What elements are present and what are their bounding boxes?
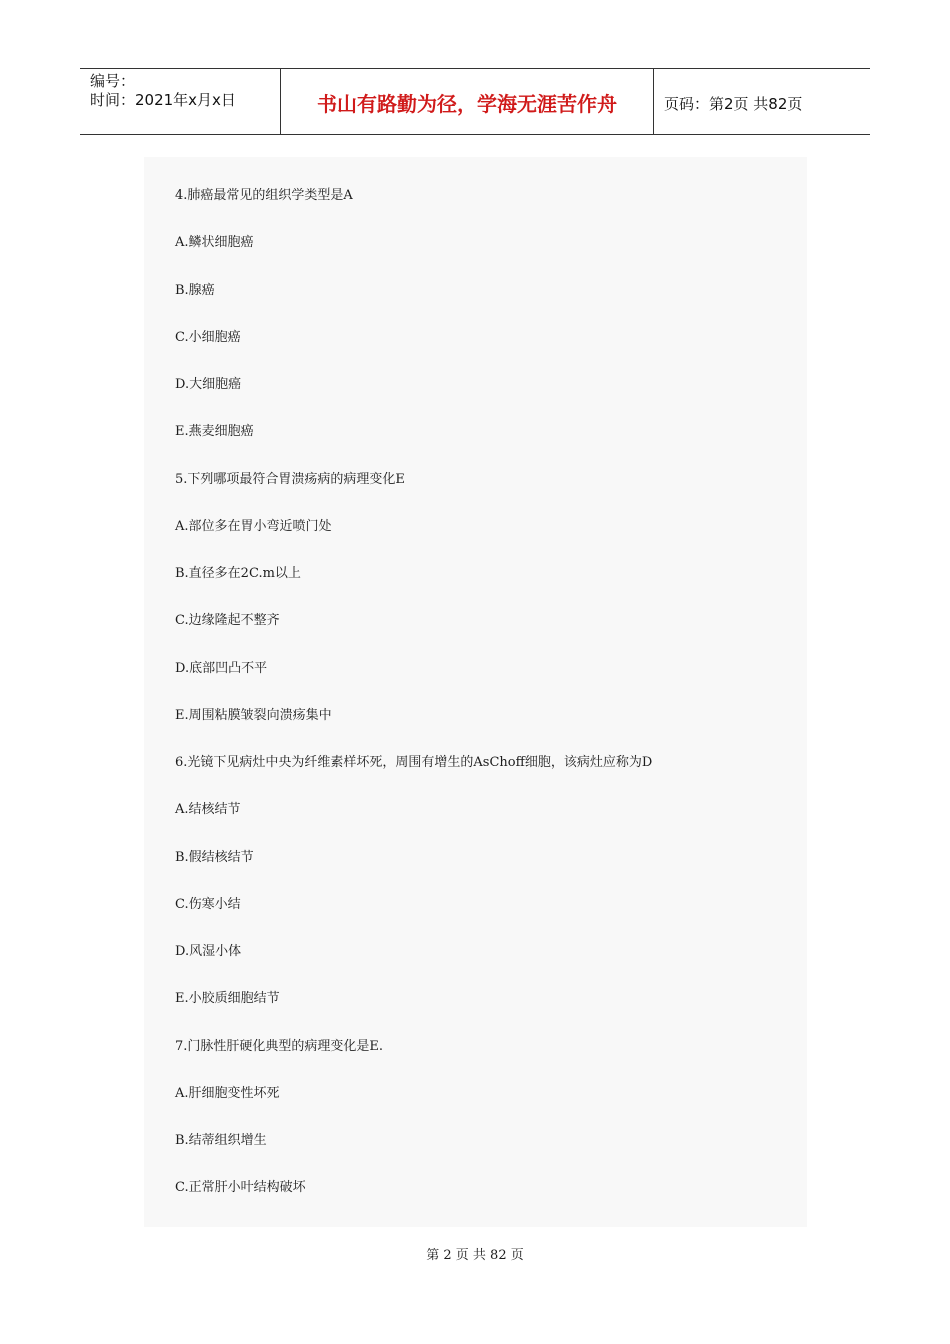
answer-option: A.鳞状细胞癌: [175, 235, 254, 251]
document-time-label: 时间：2021年x月x日: [90, 91, 236, 109]
page-footer: 第 2 页 共 82 页: [426, 1248, 524, 1263]
answer-option: B.结蒂组织增生: [175, 1133, 267, 1148]
question-content-panel: [144, 157, 807, 1227]
answer-option: B.腺癌: [175, 282, 215, 298]
answer-option: B.直径多在2C.m以上: [175, 566, 301, 581]
header-info-cell: [80, 69, 281, 134]
document-number-label: 编号：: [90, 72, 136, 90]
answer-option: C.小细胞癌: [175, 329, 241, 345]
answer-option: C.边缘隆起不整齐: [175, 613, 280, 629]
answer-option: E.周围粘膜皱裂向溃疡集中: [175, 707, 332, 723]
header-motto: 书山有路勤为径，学海无涯苦作舟: [317, 92, 617, 116]
answer-option: C.正常肝小叶结构破坏: [175, 1180, 306, 1196]
answer-option: D.大细胞癌: [175, 377, 242, 392]
question-list: [175, 186, 795, 1226]
question-text: 5.下列哪项最符合胃溃疡病的病理变化E: [175, 471, 405, 487]
answer-option: E.燕麦细胞癌: [175, 424, 254, 440]
answer-option: A.肝细胞变性坏死: [175, 1085, 280, 1101]
answer-option: D.底部凹凸不平: [175, 660, 268, 676]
answer-option: E.小胶质细胞结节: [175, 991, 280, 1007]
answer-option: C.伤寒小结: [175, 896, 241, 912]
header-motto-cell: [281, 69, 654, 134]
answer-option: D.风湿小体: [175, 944, 242, 959]
question-text: 4.肺癌最常见的组织学类型是A: [175, 188, 353, 203]
question-text: 6.光镜下见病灶中央为纤维素样坏死，周围有增生的AsChoff细胞，该病灶应称为D: [175, 755, 653, 770]
header-page-cell: [654, 69, 870, 134]
question-text: 7.门脉性肝硬化典型的病理变化是E.: [175, 1038, 384, 1054]
answer-option: A.结核结节: [175, 802, 241, 818]
header-page-count: 页码：第2页 共82页: [664, 95, 803, 113]
page-header: [80, 68, 870, 135]
answer-option: A.部位多在胃小弯近喷门处: [175, 518, 332, 534]
answer-option: B.假结核结节: [175, 849, 254, 865]
